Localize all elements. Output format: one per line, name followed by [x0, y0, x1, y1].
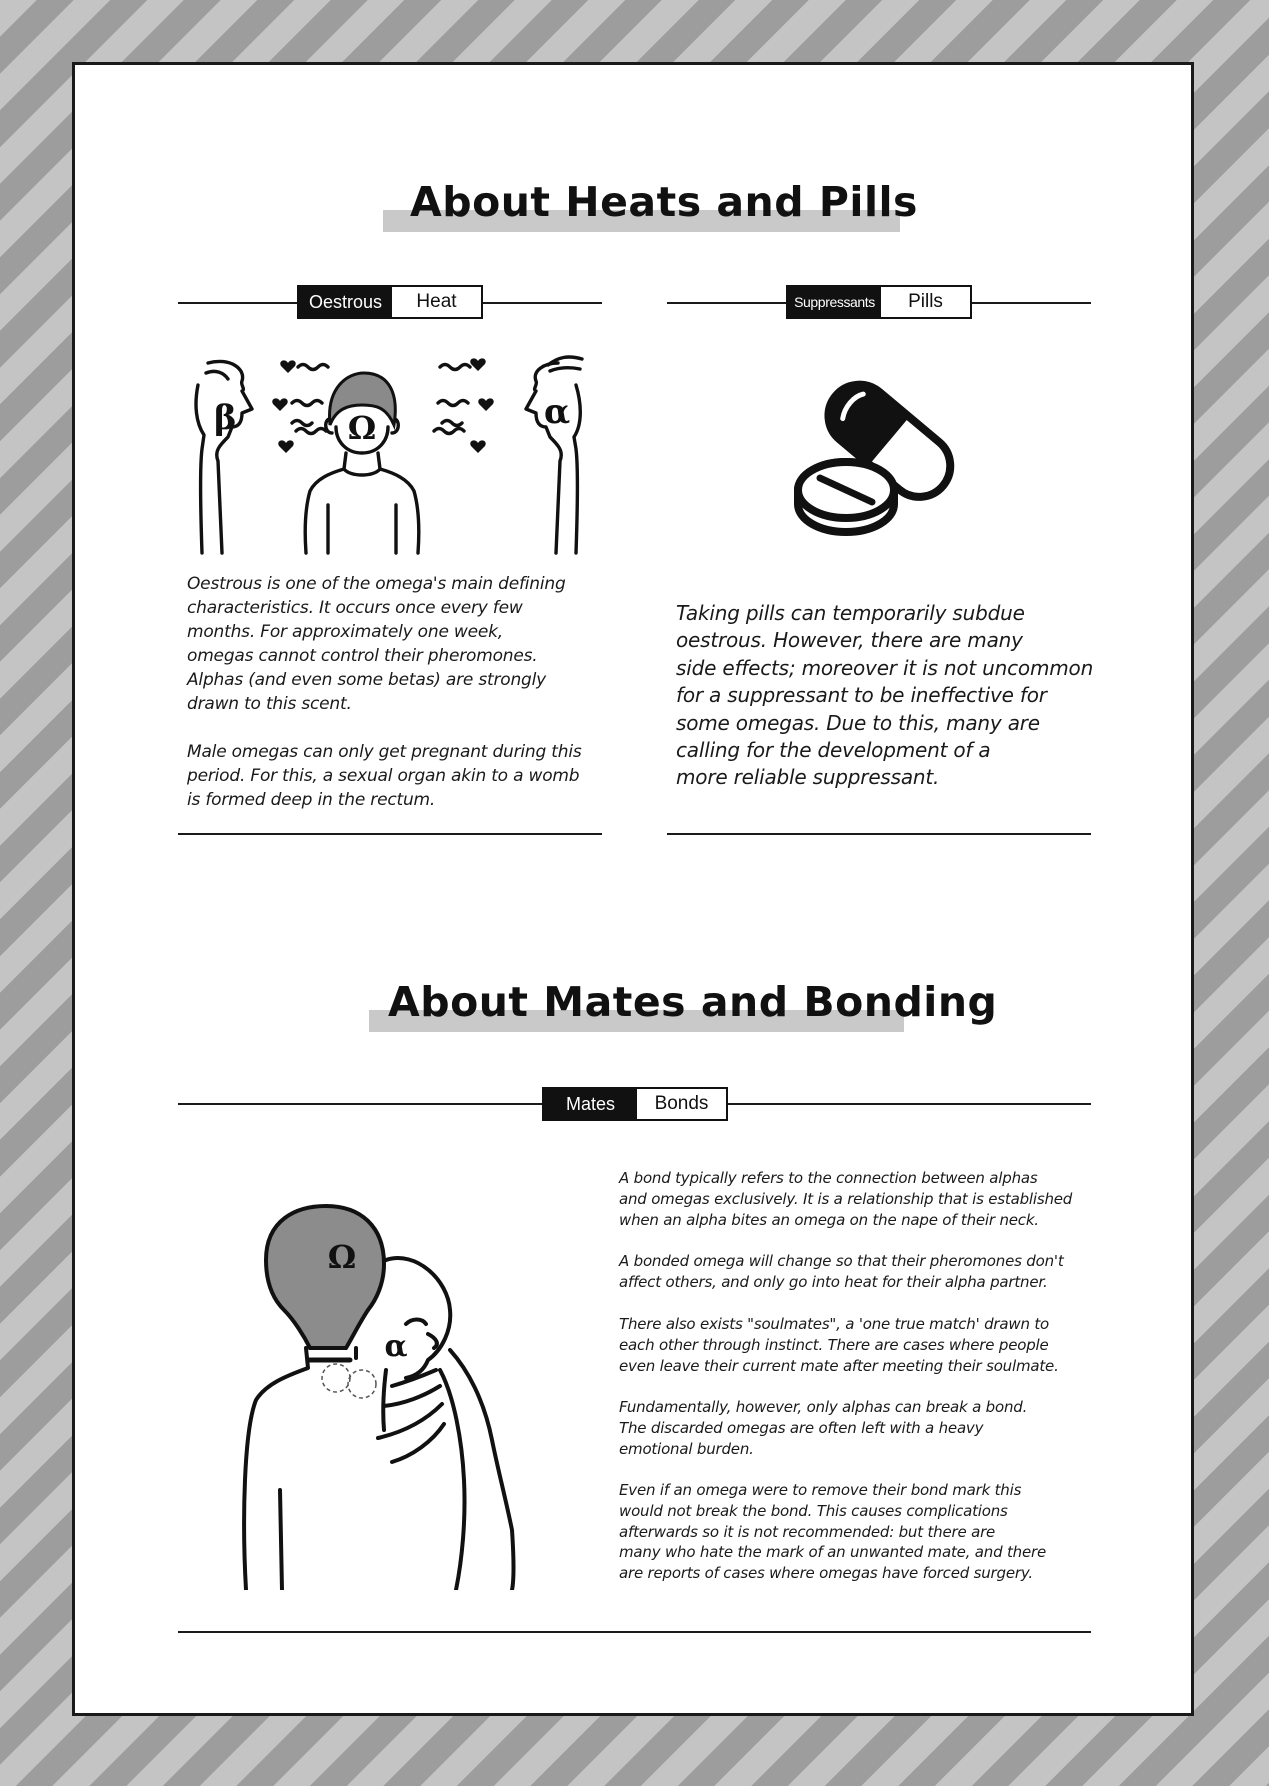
bond-paragraph-5: Even if an omega were to remove their bond mark this would not break the bond. This causes complications afterwards so it is not recommended: but there are many who hate the mark of an unwanted mate, and there are reports of cases where omegas have forced surgery.: [619, 1481, 1046, 1583]
pills-bottom-rule: [667, 833, 1091, 835]
heat-illustration: [180, 345, 600, 555]
beta-symbol: β: [214, 398, 237, 438]
heat-paragraph-2: Male omegas can only get pregnant during this period. For this, a sexual organ akin to a womb is formed deep in the rectum.: [187, 742, 582, 810]
mates-bottom-rule: [178, 1631, 1091, 1633]
mates-tag-label: Mates: [544, 1089, 637, 1119]
pills-tag-label: Pills: [908, 291, 943, 312]
omega-symbol: Ω: [347, 409, 377, 447]
mates-tag: [542, 1087, 728, 1121]
bond-paragraph-1: A bond typically refers to the connection between alphas and omegas exclusively. It is a relationship that is established when an alpha bites an omega on the nape of their neck.: [619, 1169, 1073, 1229]
heat-bottom-rule: [178, 833, 602, 835]
alpha-symbol: α: [544, 392, 571, 432]
heat-paragraph-1: Oestrous is one of the omega's main defining characteristics. It occurs once every few months. For approximately one week, omegas cannot control their pheromones. Alphas (and even some betas) are strongly drawn to this scent.: [187, 574, 566, 714]
pills-paragraph: Taking pills can temporarily subdue oestrous. However, there are many side effects; moreover it is not uncommon for a suppressant to be ineffective for some omegas. Due to this, many are calling for the development of a more reliable suppressant.: [676, 601, 1094, 790]
pill-capsule-icon: [790, 360, 970, 538]
bond-paragraph-3: There also exists "soulmates", a 'one true match' drawn to each other through instinct. There are cases where people even leave their current mate after meeting their soulmate.: [619, 1315, 1059, 1375]
heats-section-title: About Heats and Pills: [410, 178, 918, 226]
alpha-symbol: α: [384, 1329, 408, 1364]
heat-tag: [297, 285, 483, 319]
bond-paragraph-4: Fundamentally, however, only alphas can break a bond. The discarded omegas are often left with a heavy emotional burden.: [619, 1398, 1028, 1458]
omega-symbol: Ω: [327, 1238, 357, 1276]
mates-section-title: About Mates and Bonding: [388, 978, 998, 1026]
bonding-illustration: [236, 1200, 556, 1590]
bonds-tag-label: Bonds: [654, 1093, 709, 1114]
pills-tag: [786, 285, 972, 319]
oestrous-tag-label: Oestrous: [299, 287, 392, 317]
heat-tag-label: Heat: [416, 291, 457, 312]
bond-paragraph-2: A bonded omega will change so that their pheromones don't affect others, and only go into heat for their alpha partner.: [619, 1252, 1064, 1291]
suppressants-tag-label: Suppressants: [788, 287, 881, 317]
